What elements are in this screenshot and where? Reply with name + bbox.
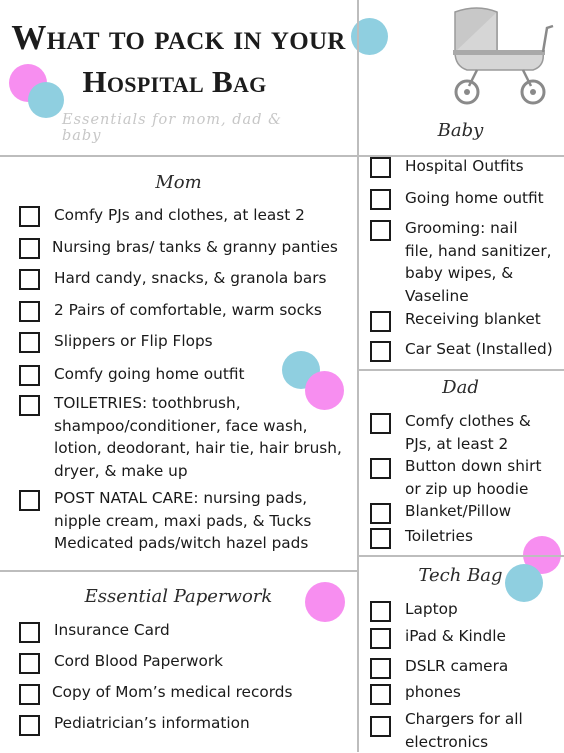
- item-label: Pediatrician’s information: [54, 714, 250, 732]
- checkbox[interactable]: [370, 601, 391, 622]
- section-heading-tech-bag: Tech Bag: [418, 565, 503, 586]
- item-label: DSLR camera: [405, 657, 509, 675]
- item-label: Blanket/Pillow: [405, 502, 512, 520]
- section-heading-paperwork: Essential Paperwork: [84, 586, 273, 607]
- checkbox[interactable]: [370, 658, 391, 679]
- item-label: Comfy PJs and clothes, at least 2: [54, 206, 305, 224]
- item-label: Copy of Mom’s medical records: [52, 683, 293, 701]
- item-label: Laptop: [405, 600, 458, 618]
- section-heading-baby: Baby: [437, 120, 484, 141]
- paperwork-checklist: [19, 0, 354, 752]
- item-label: 2 Pairs of comfortable, warm socks: [54, 301, 322, 319]
- checkbox[interactable]: [19, 684, 40, 705]
- item-label: Receiving blanket: [405, 310, 541, 328]
- page-title: Hospital Bag: [82, 64, 267, 99]
- tagline: Essentials for mom, dad & baby: [62, 112, 282, 144]
- checkbox[interactable]: [19, 715, 40, 736]
- item-label: Car Seat (Installed): [405, 340, 553, 358]
- item-label: Chargers for all electronics: [405, 710, 523, 751]
- item-label: Insurance Card: [54, 621, 170, 639]
- checkbox[interactable]: [370, 628, 391, 649]
- checkbox[interactable]: [370, 716, 391, 737]
- page-title: What to pack in your: [11, 18, 346, 57]
- item-label: POST NATAL CARE: nursing pads, nipple cream, maxi pads, & Tucks Medicated pads/witch hazel pads: [54, 489, 312, 552]
- item-label: Hospital Outfits: [405, 157, 524, 175]
- item-label: Cord Blood Paperwork: [54, 652, 224, 670]
- tech-checklist: [370, 0, 562, 752]
- section-heading-mom: Mom: [155, 172, 202, 193]
- checkbox[interactable]: [19, 653, 40, 674]
- column-divider: [357, 0, 359, 752]
- item-label: TOILETRIES: toothbrush, shampoo/conditioner, face wash, lotion, deodorant, hair tie, hair brush, dryer, & make up: [54, 394, 342, 480]
- item-label: Comfy going home outfit: [54, 365, 245, 383]
- item-label: Comfy clothes & PJs, at least 2: [405, 412, 531, 453]
- section-heading-dad: Dad: [442, 377, 479, 398]
- item-label: Grooming: nail file, hand sanitizer, baby wipes, & Vaseline: [405, 219, 552, 305]
- item-label: Toiletries: [405, 527, 473, 545]
- item-label: Going home outfit: [405, 189, 544, 207]
- item-label: Button down shirt or zip up hoodie: [405, 457, 542, 498]
- item-label: Slippers or Flip Flops: [54, 332, 213, 350]
- item-label: phones: [405, 683, 461, 701]
- checkbox[interactable]: [370, 684, 391, 705]
- item-label: Hard candy, snacks, & granola bars: [54, 269, 327, 287]
- item-label: iPad & Kindle: [405, 627, 506, 645]
- checkbox[interactable]: [19, 622, 40, 643]
- item-label: Nursing bras/ tanks & granny panties: [52, 238, 338, 256]
